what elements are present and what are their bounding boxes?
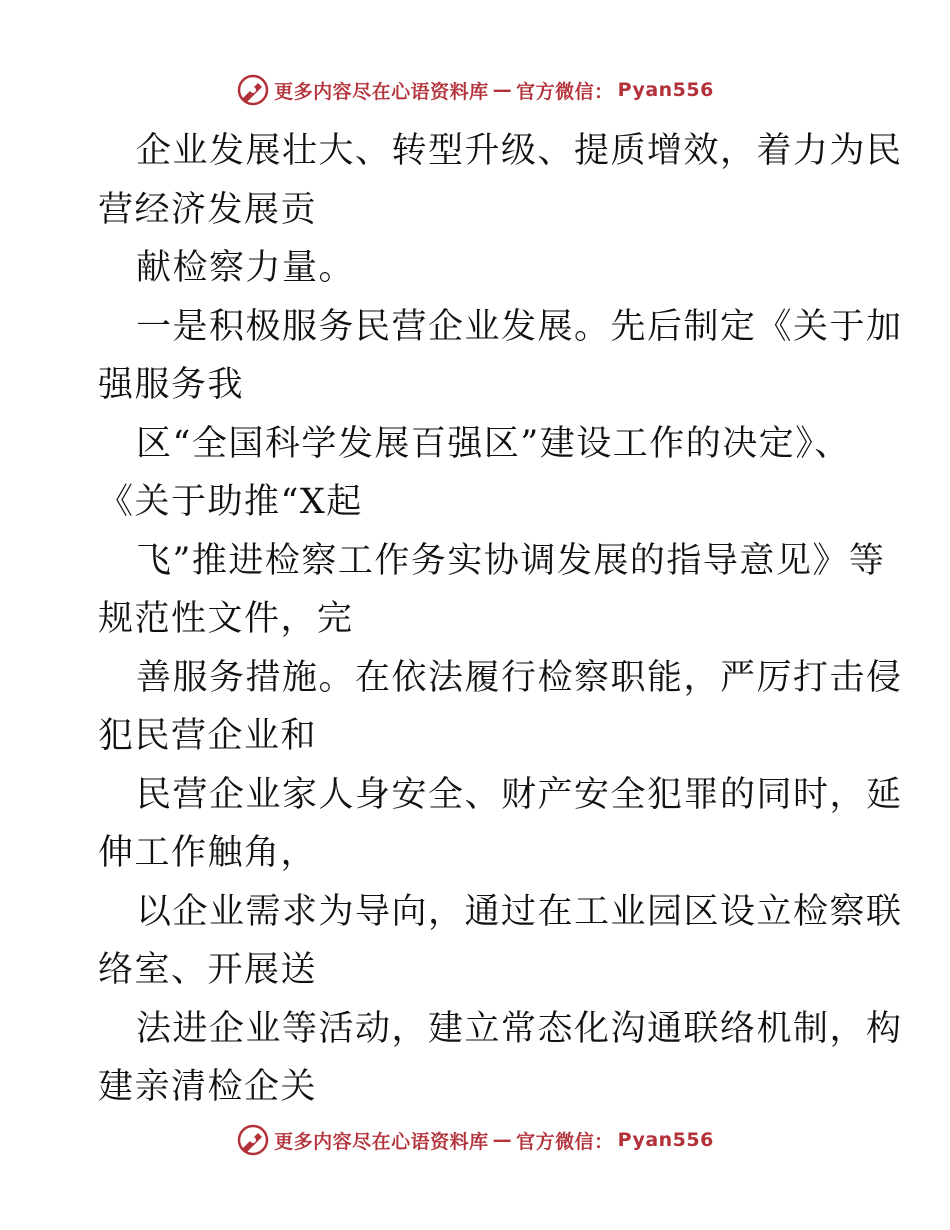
header-account: Pyan556 bbox=[617, 79, 714, 101]
body-line: 犯民营企业和 bbox=[98, 716, 318, 756]
footer-banner-content bbox=[236, 1123, 714, 1157]
body-line: 企业发展壮大、转型升级、提质增效，着力为民 bbox=[136, 131, 903, 171]
footer-dash: — bbox=[492, 1129, 513, 1151]
pen-logo-icon bbox=[236, 1123, 270, 1157]
document-body bbox=[98, 122, 903, 1117]
pen-logo-icon bbox=[236, 73, 270, 107]
header-banner-content bbox=[236, 73, 714, 107]
footer-official-text: 官方微信： bbox=[516, 1130, 614, 1153]
body-line: 强服务我 bbox=[98, 365, 245, 405]
footer-account: Pyan556 bbox=[617, 1129, 714, 1151]
header-banner bbox=[0, 70, 950, 110]
body-line: 飞”推进检察工作务实协调发展的指导意见》等 bbox=[136, 540, 886, 581]
body-line: 一是积极服务民营企业发展。先后制定《关于加 bbox=[136, 306, 903, 347]
body-line: 献检察力量。 bbox=[136, 248, 356, 288]
footer-site-text: 更多内容尽在心语资料库 bbox=[274, 1130, 489, 1153]
body-line: 法进企业等活动，建立常态化沟通联络机制，构 bbox=[136, 1008, 903, 1049]
body-line: 伸工作触角， bbox=[98, 833, 318, 873]
header-site-text: 更多内容尽在心语资料库 bbox=[274, 80, 489, 103]
body-line: 规范性文件，完 bbox=[98, 599, 354, 639]
header-dash: — bbox=[492, 79, 513, 101]
body-line: 营经济发展贡 bbox=[98, 189, 318, 230]
body-line: 以企业需求为导向，通过在工业园区设立检察联 bbox=[136, 891, 903, 932]
body-line: 络室、开展送 bbox=[98, 950, 318, 990]
body-line: 善服务措施。在依法履行检察职能，严厉打击侵 bbox=[136, 657, 903, 698]
body-line: 建亲清检企关 bbox=[98, 1067, 318, 1107]
body-line: 《关于助推“X起 bbox=[98, 482, 363, 522]
footer-banner bbox=[0, 1120, 950, 1160]
header-official-text: 官方微信： bbox=[516, 80, 614, 103]
body-line: 民营企业家人身安全、财产安全犯罪的同时，延 bbox=[136, 774, 903, 815]
body-line: 区“全国科学发展百强区”建设工作的决定》、 bbox=[136, 423, 851, 464]
